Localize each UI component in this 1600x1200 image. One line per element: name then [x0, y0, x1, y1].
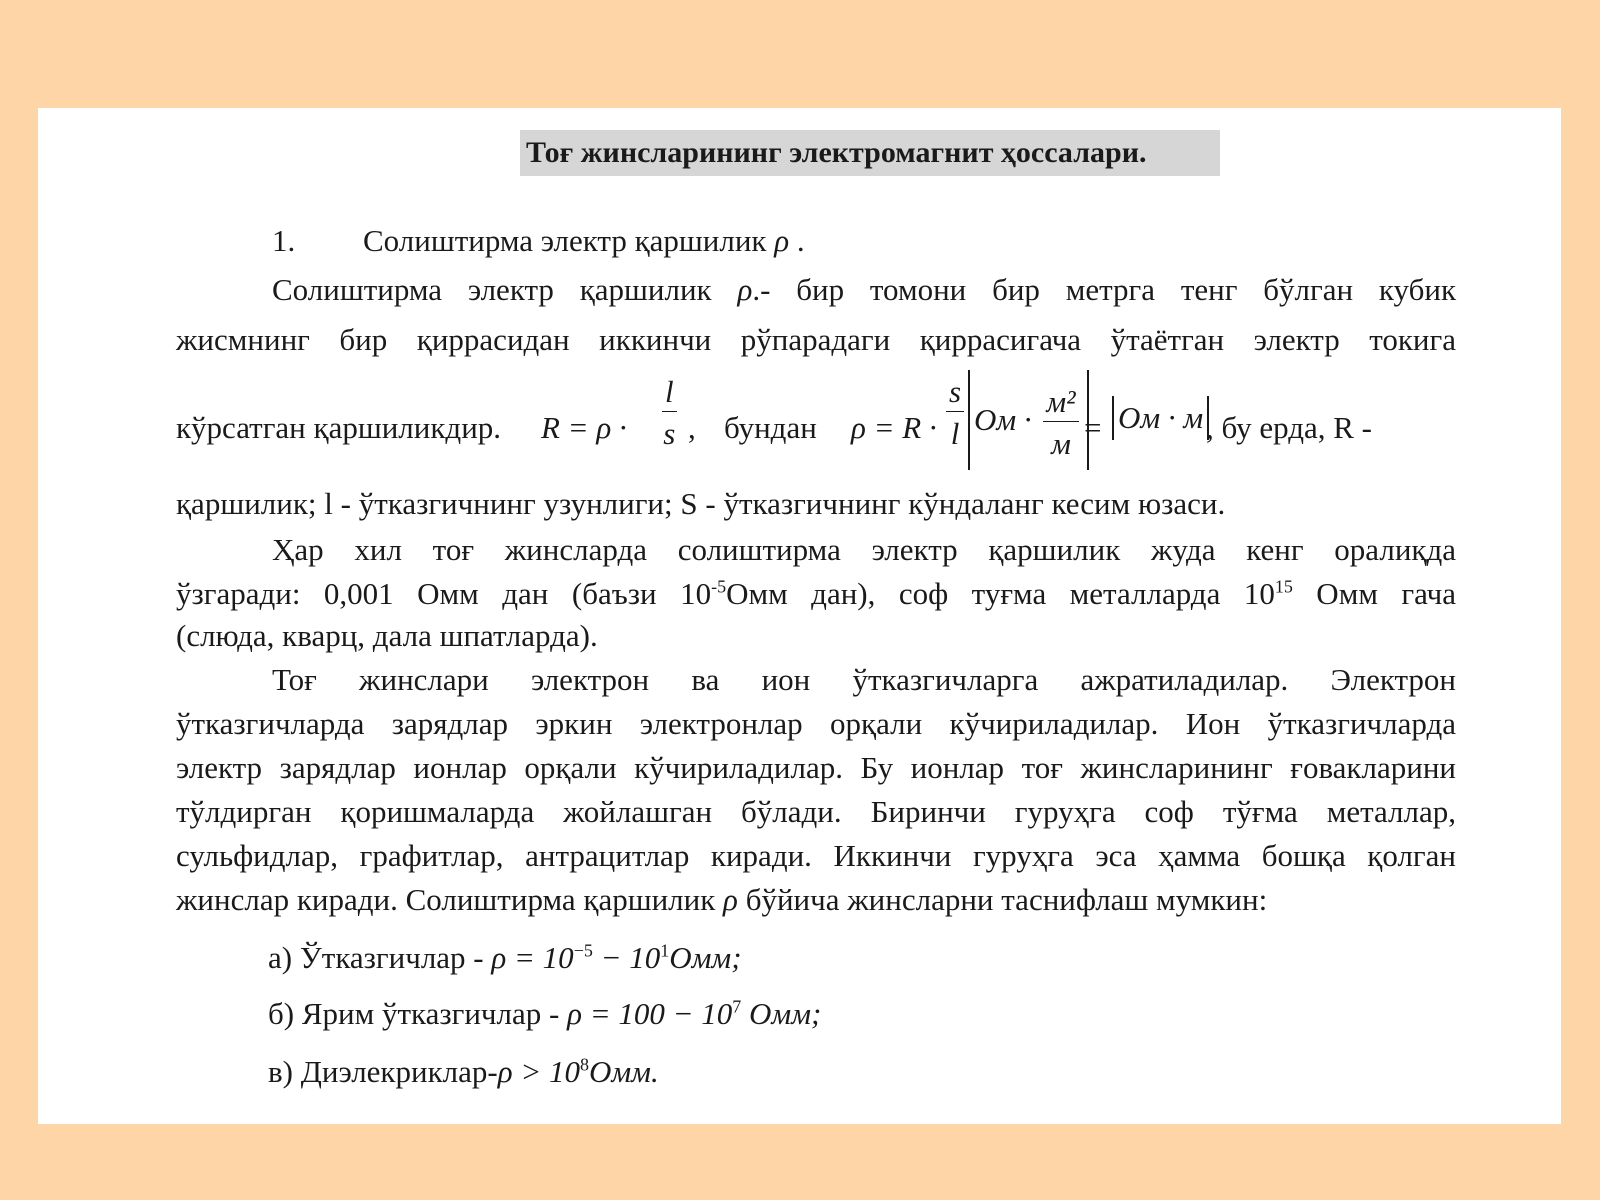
para1-line1-text: Солиштирма электр қаршилик — [272, 272, 712, 307]
para2-line2-c: Омм гача — [1292, 576, 1456, 611]
heading-dot: . — [796, 223, 805, 258]
rho-symbol: ρ — [774, 223, 790, 258]
rho-symbol: ρ — [723, 882, 738, 917]
unit-abs-bracket — [968, 370, 1089, 470]
formula2-numerator: s — [946, 376, 964, 412]
formula2-lhs — [851, 410, 937, 446]
list-expr: ρ > 10 — [497, 1054, 580, 1089]
formula1-fraction — [662, 376, 677, 449]
para1-line3-start: кўрсатган қаршиликдир. — [176, 410, 502, 445]
list-label: б) Ярим ўтказгичлар - — [268, 996, 560, 1031]
list-expr: ρ = 10 — [491, 940, 574, 975]
list-unit: Омм; — [749, 996, 822, 1031]
equals-sign: = — [1084, 410, 1102, 445]
para1-line1-rest: .- бир томони бир метрга тенг бўлган кубик — [752, 272, 1457, 307]
para2-line1: Ҳар хил тоғ жинсларда солиштирма электр қаршилик жуда кенг оралиқда — [272, 532, 1456, 567]
list-item-semiconductors — [268, 996, 821, 1032]
unit-denominator: м — [1051, 426, 1071, 462]
title-highlight — [520, 130, 1220, 176]
para3-line1: Тоғ жинслари электрон ва ион ўтказгичларга ажратиладилар. Электрон — [272, 662, 1456, 697]
exponent: −5 — [573, 940, 593, 961]
exponent: 8 — [580, 1054, 589, 1075]
unit-fraction — [1043, 384, 1078, 462]
rho-symbol: ρ — [737, 272, 753, 307]
list-label: в) Диэлекриклар- — [268, 1054, 498, 1089]
list-expr: − 10 — [592, 940, 661, 975]
unit-om: Ом · — [974, 402, 1032, 437]
list-item-dielectrics — [268, 1054, 659, 1090]
para1-line2: жисмнинг бир қиррасидан иккинчи рўпарадаги қиррасигача ўтаётган электр токига — [176, 322, 1456, 357]
para1-line4: қаршилик; l - ўтказгичнинг узунлиги; S - ўтказгичнинг кўндаланг кесим юзаси. — [176, 486, 1226, 521]
para3-last-a: жинслар киради. Солиштирма қаршилик — [176, 882, 716, 917]
formula1-comma: , — [688, 410, 696, 445]
document-page — [38, 108, 1561, 1124]
formula1-lhs-text: R = ρ · — [541, 410, 627, 445]
formula2-lhs-text: ρ = R · — [851, 410, 937, 445]
bundan-text: бундан — [724, 410, 817, 445]
exponent: 1 — [660, 940, 670, 961]
para3-line3: электр зарядлар ионлар орқали кўчириладилар. Бу ионлар тоғ жинсларининг ғовакларини — [176, 750, 1456, 785]
list-unit: Омм; — [669, 940, 742, 975]
para1-line1 — [272, 272, 1456, 308]
para2-line3: (слюда, кварц, дала шпатларда). — [176, 618, 598, 653]
exponent: -5 — [711, 576, 727, 597]
formula-row — [176, 370, 1456, 480]
para2-line2-b: Омм дан), соф туғма металларда 10 — [726, 576, 1275, 611]
page-title: Тоғ жинсларининг электромагнит ҳоссалари. — [526, 136, 1147, 169]
unit-result: Ом · м — [1118, 400, 1204, 435]
section-heading-text: Солиштирма электр қаршилик — [363, 223, 767, 258]
list-item-conductors — [268, 940, 742, 976]
exponent: 15 — [1274, 576, 1293, 597]
formula2-denominator: l — [950, 416, 960, 451]
para3-line2: ўтказгичларда зарядлар эркин электронлар орқали кўчириладилар. Ион ўтказгичларда — [176, 706, 1456, 741]
unit-numerator: м² — [1043, 386, 1078, 422]
formula1-numerator: l — [662, 376, 677, 412]
para3-line4: тўлдирган қоришмаларда жойлашган бўлади. Биринчи гуруҳга соф тўғма металлар, — [176, 794, 1456, 829]
para2-line2-a: ўзгаради: 0,001 Омм дан (баъзи 10 — [176, 576, 712, 611]
unit-result-bracket — [1112, 396, 1209, 440]
para1-line3-end: , бу ерда, R - — [1206, 410, 1372, 445]
list-label: а) Ўтказгичлар - — [268, 940, 484, 975]
exponent: 7 — [732, 996, 742, 1017]
formula1-lhs — [541, 410, 627, 446]
para3-line6 — [176, 882, 1456, 918]
para2-line2 — [176, 576, 1456, 612]
formula1-denominator: s — [663, 416, 676, 451]
para3-line5: сульфидлар, графитлар, антрацитлар киради. Иккинчи гуруҳга эса ҳамма бошқа қолган — [176, 838, 1456, 873]
section-heading — [363, 223, 805, 259]
para3-last-b: бўйича жинсларни таснифлаш мумкин: — [745, 882, 1268, 917]
list-expr: ρ = 100 − 10 — [567, 996, 733, 1031]
list-unit: Омм. — [589, 1054, 659, 1089]
formula2-fraction — [946, 376, 964, 449]
section-number: 1. — [272, 223, 296, 258]
